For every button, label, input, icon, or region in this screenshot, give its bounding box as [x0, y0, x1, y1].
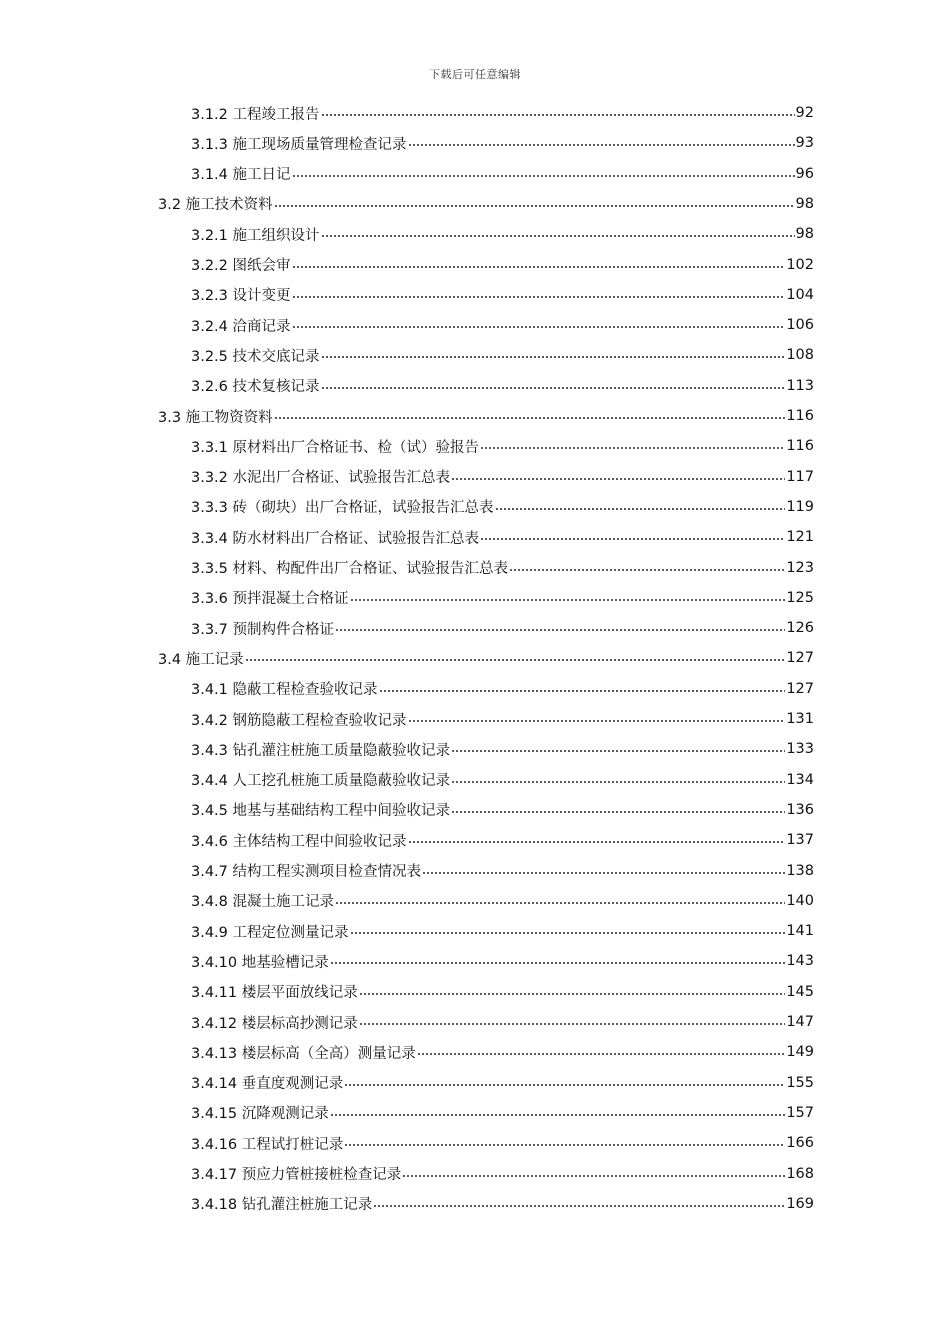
- toc-page-number: 149: [786, 1044, 814, 1061]
- toc-subsection-entry[interactable]: [191, 492, 814, 522]
- toc-dot-leader: [274, 417, 786, 419]
- toc-entry-title: 3.4.17 预应力管桩接桩检查记录: [191, 1167, 402, 1183]
- toc-entry-title: 3.3.1 原材料出厂合格证书、检（试）验报告: [191, 439, 480, 456]
- toc-entry-title: 3.4.13 楼层标高（全高）测量记录: [191, 1045, 416, 1062]
- toc-entry-title: 3.2.3 设计变更: [191, 288, 291, 305]
- toc-subsection-entry[interactable]: [191, 431, 814, 461]
- toc-entry-title: 3.4.14 垂直度观测记录: [191, 1076, 344, 1093]
- toc-dot-leader: [245, 659, 786, 661]
- toc-dot-leader: [451, 478, 785, 480]
- toc-page-number: 102: [786, 256, 814, 273]
- toc-subsection-entry[interactable]: [191, 946, 814, 976]
- toc-entry-title: 3.1.2 工程竣工报告: [191, 106, 320, 123]
- toc-dot-leader: [292, 326, 786, 328]
- toc-subsection-entry[interactable]: [191, 98, 814, 128]
- toc-subsection-entry[interactable]: [191, 795, 814, 825]
- toc-page-number: 168: [786, 1165, 814, 1182]
- toc-dot-leader: [321, 356, 786, 358]
- toc-subsection-entry[interactable]: [191, 1068, 814, 1098]
- toc-page-number: 141: [786, 923, 814, 940]
- toc-page-number: 98: [795, 195, 814, 212]
- toc-entry-title: 3.3.2 水泥出厂合格证、试验报告汇总表: [191, 470, 451, 487]
- toc-entry-title: 3.2.6 技术复核记录: [191, 379, 320, 396]
- toc-subsection-entry[interactable]: [191, 734, 814, 764]
- toc-entry-title: 3.2 施工技术资料: [158, 197, 273, 214]
- toc-subsection-entry[interactable]: [191, 977, 814, 1007]
- toc-section-entry[interactable]: [158, 643, 814, 673]
- toc-subsection-entry[interactable]: [191, 1128, 814, 1158]
- toc-page-number: 126: [786, 620, 814, 637]
- toc-dot-leader: [274, 205, 795, 207]
- toc-dot-leader: [321, 114, 795, 116]
- toc-entry-title: 3.1.3 施工现场质量管理检查记录: [191, 136, 407, 153]
- toc-entry-title: 3.1.4 施工日记: [191, 167, 291, 184]
- toc-page-number: 108: [786, 347, 814, 364]
- toc-subsection-entry[interactable]: [191, 1037, 814, 1067]
- toc-page-number: 138: [786, 862, 814, 879]
- toc-dot-leader: [350, 932, 786, 934]
- toc-subsection-entry[interactable]: [191, 886, 814, 916]
- toc-dot-leader: [495, 508, 786, 510]
- toc-dot-leader: [480, 447, 785, 449]
- toc-page-number: 125: [786, 589, 814, 606]
- toc-entry-title: 3.4.1 隐蔽工程检查验收记录: [191, 682, 378, 699]
- toc-subsection-entry[interactable]: [191, 371, 814, 401]
- toc-entry-title: 3.4.7 结构工程实测项目检查情况表: [191, 864, 422, 880]
- toc-subsection-entry[interactable]: [191, 674, 814, 704]
- toc-dot-leader: [408, 841, 786, 843]
- toc-subsection-entry[interactable]: [191, 613, 814, 643]
- toc-dot-leader: [321, 387, 786, 389]
- toc-page-number: 92: [795, 105, 814, 121]
- toc-subsection-entry[interactable]: [191, 340, 814, 370]
- toc-dot-leader: [402, 1175, 785, 1177]
- toc-dot-leader: [359, 993, 786, 995]
- toc-dot-leader: [330, 1114, 786, 1116]
- toc-page-number: 140: [786, 892, 814, 909]
- toc-subsection-entry[interactable]: [191, 553, 814, 583]
- toc-page-number: 147: [786, 1014, 814, 1030]
- toc-entry-title: 3.2.4 洽商记录: [191, 318, 291, 335]
- toc-subsection-entry[interactable]: [191, 825, 814, 855]
- toc-page-number: 121: [786, 529, 814, 546]
- toc-subsection-entry[interactable]: [191, 280, 814, 310]
- toc-subsection-entry[interactable]: [191, 765, 814, 795]
- toc-subsection-entry[interactable]: [191, 250, 814, 280]
- toc-dot-leader: [344, 1144, 785, 1146]
- toc-dot-leader: [335, 902, 785, 904]
- toc-dot-leader: [509, 569, 785, 571]
- toc-entry-title: 3.4.6 主体结构工程中间验收记录: [191, 833, 407, 850]
- toc-subsection-entry[interactable]: [191, 1007, 814, 1037]
- toc-dot-leader: [451, 750, 785, 752]
- toc-dot-leader: [292, 175, 795, 177]
- toc-page-number: 133: [786, 741, 814, 758]
- toc-page-number: 93: [795, 135, 814, 152]
- toc-entry-title: 3.3.4 防水材料出厂合格证、试验报告汇总表: [191, 530, 480, 547]
- toc-entry-title: 3.2.1 施工组织设计: [191, 227, 320, 244]
- toc-entry-title: 3.3.7 预制构件合格证: [191, 621, 335, 638]
- toc-dot-leader: [451, 781, 785, 783]
- toc-subsection-entry[interactable]: [191, 310, 814, 340]
- toc-subsection-entry[interactable]: [191, 159, 814, 189]
- toc-dot-leader: [344, 1084, 785, 1086]
- toc-entry-title: 3.3 施工物资资料: [158, 409, 273, 426]
- toc-entry-title: 3.4.2 钢筋隐蔽工程检查验收记录: [191, 712, 407, 729]
- toc-subsection-entry[interactable]: [191, 522, 814, 552]
- toc-page-number: 104: [786, 286, 814, 303]
- toc-page-number: 157: [786, 1104, 814, 1121]
- toc-dot-leader: [321, 235, 795, 237]
- toc-page-number: 127: [786, 680, 814, 697]
- toc-subsection-entry[interactable]: [191, 856, 814, 886]
- toc-subsection-entry[interactable]: [191, 916, 814, 946]
- toc-dot-leader: [359, 1023, 786, 1025]
- toc-entry-title: 3.4.8 混凝土施工记录: [191, 894, 335, 911]
- toc-dot-leader: [373, 1205, 785, 1207]
- toc-entry-title: 3.4.4 人工挖孔桩施工质量隐蔽验收记录: [191, 773, 451, 790]
- toc-page-number: 113: [786, 377, 814, 394]
- toc-entry-title: 3.4.15 沉降观测记录: [191, 1106, 329, 1123]
- toc-page-number: 131: [786, 711, 814, 727]
- toc-section-entry[interactable]: [158, 401, 814, 431]
- toc-subsection-entry[interactable]: [191, 1098, 814, 1128]
- toc-page-number: 166: [786, 1135, 814, 1152]
- toc-dot-leader: [408, 144, 795, 146]
- toc-dot-leader: [335, 629, 785, 631]
- toc-page-number: 134: [786, 771, 814, 788]
- toc-page-number: 116: [786, 408, 814, 424]
- toc-page-number: 169: [786, 1195, 814, 1212]
- toc-page-number: 96: [795, 165, 814, 182]
- toc-page-number: 106: [786, 317, 814, 334]
- toc-entry-title: 3.3.3 砖（砌块）出厂合格证，试验报告汇总表: [191, 500, 494, 517]
- toc-dot-leader: [379, 690, 786, 692]
- toc-dot-leader: [292, 296, 786, 298]
- toc-entry-title: 3.2.5 技术交底记录: [191, 348, 320, 365]
- toc-dot-leader: [451, 811, 785, 813]
- toc-page-number: 98: [795, 226, 814, 243]
- toc-subsection-entry[interactable]: [191, 128, 814, 158]
- toc-dot-leader: [417, 1053, 786, 1055]
- toc-entry-title: 3.4 施工记录: [158, 651, 244, 668]
- toc-subsection-entry[interactable]: [191, 583, 814, 613]
- toc-entry-title: 3.4.3 钻孔灌注桩施工质量隐蔽验收记录: [191, 742, 451, 759]
- toc-page-number: 127: [786, 650, 814, 667]
- toc-subsection-entry[interactable]: [191, 704, 814, 734]
- toc-dot-leader: [330, 962, 786, 964]
- toc-entry-title: 3.4.5 地基与基础结构工程中间验收记录: [191, 803, 451, 820]
- toc-dot-leader: [422, 872, 785, 874]
- toc-dot-leader: [292, 266, 786, 268]
- toc-page-number: 145: [786, 983, 814, 1000]
- toc-page-number: 137: [786, 832, 814, 849]
- toc-page-number: 136: [786, 801, 814, 818]
- toc-subsection-entry[interactable]: [191, 219, 814, 249]
- toc-entry-title: 3.4.12 楼层标高抄测记录: [191, 1015, 358, 1032]
- toc-page-number: 117: [786, 468, 814, 485]
- toc-entry-title: 3.4.9 工程定位测量记录: [191, 924, 349, 941]
- toc-subsection-entry[interactable]: [191, 1159, 814, 1189]
- toc-dot-leader: [408, 720, 786, 722]
- toc-entry-title: 3.4.16 工程试打桩记录: [191, 1136, 344, 1153]
- toc-entry-title: 3.4.10 地基验槽记录: [191, 954, 329, 971]
- toc-entry-title: 3.2.2 图纸会审: [191, 258, 291, 274]
- toc-page-number: 116: [786, 438, 814, 455]
- page-header: 下载后可任意编辑: [429, 68, 521, 81]
- toc-page-number: 119: [786, 498, 814, 515]
- toc-subsection-entry[interactable]: [191, 1189, 814, 1219]
- toc-entry-title: 3.4.18 钻孔灌注桩施工记录: [191, 1197, 373, 1214]
- toc-entry-title: 3.4.11 楼层平面放线记录: [191, 985, 358, 1002]
- toc-subsection-entry[interactable]: [191, 462, 814, 492]
- toc-page-number: 155: [786, 1074, 814, 1091]
- toc-section-entry[interactable]: [158, 189, 814, 219]
- toc-page-number: 123: [786, 559, 814, 576]
- toc-dot-leader: [350, 599, 786, 601]
- toc-entry-title: 3.3.5 材料、构配件出厂合格证、试验报告汇总表: [191, 561, 509, 577]
- toc-dot-leader: [480, 538, 785, 540]
- toc-entry-title: 3.3.6 预拌混凝土合格证: [191, 591, 349, 608]
- toc-page-number: 143: [786, 953, 814, 970]
